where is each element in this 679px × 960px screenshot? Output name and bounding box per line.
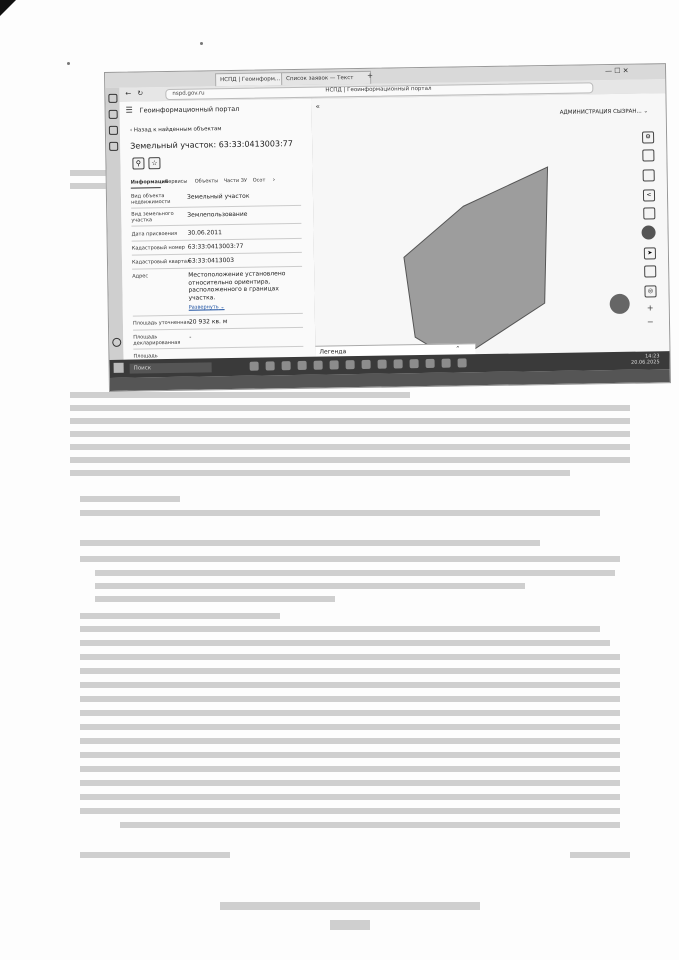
field-label: Площадь декларированная <box>133 334 181 347</box>
taskbar-app-icon[interactable] <box>378 360 387 369</box>
compass-icon[interactable]: ◎ <box>644 285 656 297</box>
zoom-out-icon[interactable]: − <box>646 317 654 327</box>
legend-toggle-icon[interactable]: ⌃ <box>455 345 461 353</box>
collapse-panel-icon[interactable]: « <box>315 102 320 111</box>
field-value: - <box>189 333 192 341</box>
browser-tab[interactable]: Список заявок — Текст <box>281 71 371 86</box>
monitor-screenshot <box>104 63 671 392</box>
sidebar-icon[interactable] <box>108 94 117 103</box>
region-select[interactable]: АДМИНИСТРАЦИЯ СЫЗРАН... ⌄ <box>559 108 649 116</box>
sidebar-icon[interactable] <box>109 142 118 151</box>
expand-link[interactable]: Развернуть ⌄ <box>188 304 225 311</box>
back-icon[interactable]: ← <box>125 89 132 98</box>
object-info-panel <box>119 99 316 360</box>
map-view[interactable] <box>311 93 669 357</box>
portal-title: Геоинформационный портал <box>139 104 240 115</box>
field-value: Землепользование <box>187 210 248 219</box>
field-label: Площадь <box>133 353 158 360</box>
start-icon[interactable] <box>114 363 124 373</box>
new-tab-icon[interactable]: + <box>367 71 374 80</box>
info-tabs <box>131 176 307 189</box>
tabs-next-icon[interactable]: › <box>272 176 276 184</box>
taskbar-app-icon[interactable] <box>458 358 467 367</box>
field-label: Дата присвоения <box>131 230 178 238</box>
address-value: Местоположение установлено относительно ориентира, расположенного в границах участка. <box>188 270 286 302</box>
print-preview-icon[interactable] <box>643 169 655 181</box>
taskbar-app-icon[interactable] <box>298 361 307 370</box>
field-label: Кадастровый номер <box>131 244 185 252</box>
taskbar-app-icon[interactable] <box>330 360 339 369</box>
tab-info[interactable]: Информация <box>130 179 169 186</box>
print-icon[interactable] <box>643 207 655 219</box>
taskbar-app-icon[interactable] <box>282 361 291 370</box>
tab-parts[interactable]: Части ЗУ <box>223 177 248 185</box>
taskbar-app-icon[interactable] <box>394 359 403 368</box>
taskbar-app-icon[interactable] <box>362 360 371 369</box>
taskbar-search[interactable]: Поиск <box>130 362 212 373</box>
field-value: Земельный участок <box>186 192 250 201</box>
tab-objects[interactable]: Объекты <box>194 178 219 185</box>
settings-icon[interactable]: ⚙ <box>642 131 654 143</box>
assistant-button[interactable] <box>610 294 630 314</box>
window-controls-icon[interactable]: — ☐ ✕ <box>604 66 629 76</box>
field-value: 30.06.2011 <box>187 229 222 237</box>
share-icon[interactable]: < <box>643 189 655 201</box>
url-field[interactable]: nspd.gov.ru <box>165 82 593 100</box>
taskbar-app-icon[interactable] <box>346 360 355 369</box>
navigate-icon[interactable]: ➤ <box>644 247 656 259</box>
taskbar-app-icon[interactable] <box>314 361 323 370</box>
pin-icon[interactable]: ⚲ <box>132 157 144 169</box>
field-label: Вид объекта недвижимости <box>130 193 171 206</box>
scan-speck <box>200 42 203 45</box>
taskbar-app-icon[interactable] <box>426 359 435 368</box>
object-heading: Земельный участок: 63:33:0413003:77 <box>130 139 293 151</box>
star-icon[interactable]: ☆ <box>148 157 160 169</box>
field-label: Вид земельного участка <box>131 210 174 224</box>
layers-icon[interactable] <box>642 149 654 161</box>
legend-label: Легенда <box>319 348 347 356</box>
settings-icon[interactable] <box>112 338 121 347</box>
tab-more[interactable]: Осот <box>252 177 266 184</box>
scan-corner-mark <box>0 0 16 16</box>
sidebar-icon[interactable] <box>109 110 118 119</box>
taskbar-app-icon[interactable] <box>250 362 259 371</box>
sidebar-icon[interactable] <box>109 126 118 135</box>
land-parcel-polygon[interactable] <box>392 155 575 358</box>
active-tab-underline <box>131 187 161 188</box>
taskbar-clock[interactable]: 14:23 20.06.2025 <box>630 353 660 366</box>
field-value: 63:33:0413003 <box>187 256 235 265</box>
back-link[interactable]: ‹ Назад к найденным объектам <box>129 126 222 134</box>
map-layer-icon[interactable] <box>644 265 656 277</box>
tab-services[interactable]: Сервисы <box>164 178 188 186</box>
browser-tab-active[interactable]: НСПД | Геоинформ... <box>215 72 285 87</box>
scan-speck <box>67 62 70 65</box>
area-value: 20 932 кв. м <box>188 318 228 326</box>
taskbar-app-icon[interactable] <box>410 359 419 368</box>
taskbar-app-icon[interactable] <box>442 359 451 368</box>
page-title-bar: НСПД | Геоинформационный портал <box>325 85 432 94</box>
attribute-table <box>130 191 307 360</box>
cadastral-number: 63:33:0413003:77 <box>187 242 244 251</box>
taskbar-app-icon[interactable] <box>266 361 275 370</box>
zoom-in-icon[interactable]: + <box>646 303 654 313</box>
field-label: Адрес <box>132 273 149 280</box>
field-label: Площадь уточненная <box>132 319 190 327</box>
field-label: Кадастровый квартал <box>131 258 191 266</box>
menu-icon[interactable]: ☰ <box>125 105 133 115</box>
reload-icon[interactable]: ↻ <box>137 89 144 98</box>
chat-icon[interactable] <box>641 225 655 239</box>
